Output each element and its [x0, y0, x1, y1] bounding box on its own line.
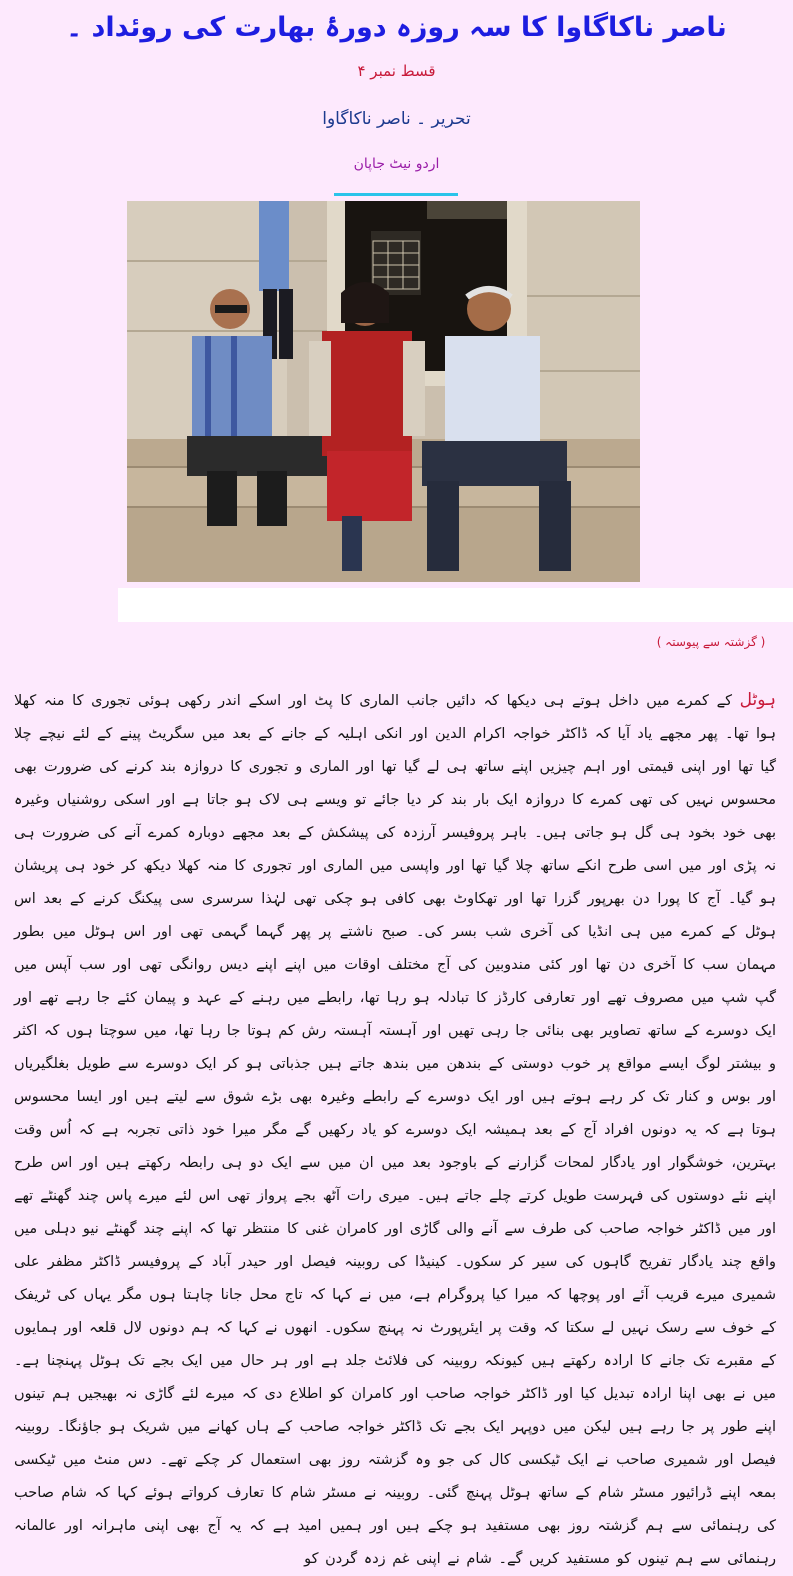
group-photo	[127, 201, 640, 582]
lead-word: ہوٹل	[739, 690, 776, 710]
title-divider	[334, 193, 458, 196]
author-line: تحریر ۔ ناصر ناکاگاوا	[322, 109, 471, 129]
publication-name: اردو نیٹ جاپان	[353, 156, 440, 172]
photo-caption-area	[118, 588, 793, 622]
episode-number: قسط نمبر ۴	[357, 62, 436, 80]
article-title: ناصر ناکاگاوا کا سہ روزہ دورۂ بھارت کی روئداد ۔	[66, 12, 727, 43]
article-body-text: کے کمرے میں داخل ہوتے ہی دیکھا کہ دائیں جانب الماری کا پٹ اور اسکے اندر رکھی ہوئی تجوری کا منہ کھلا ہوا تھا۔ پھر مجھے یاد آیا کہ ڈاکٹر خواجہ اکرام الدین اور انکی اہلیہ کے جانے کے بعد میں سگریٹ پینے کے لئے نیچے چلا گیا تھا اور اپنی قیمتی اور اہم چیزیں اپنے ساتھ ہی لے گیا تھا اور الماری و تجوری کا دروازہ بند کرنے کی ضرورت بھی محسوس نہیں کی تھی کمرے کا دروازہ ایک بار بند کر دیا جائے تو ویسے ہی لاک ہو جاتا ہے اور اسکی روشنیاں وغیرہ بھی خود بخود ہی گل ہو جاتی ہیں۔ باہر پروفیسر آرزدہ کی پیشکش کے بعد مجھے دوبارہ کمرے آنے کی ضرورت ہی نہ پڑی اور میں اسی طرح انکے ساتھ چلا گیا تھا اور واپسی میں الماری اور تجوری کا منہ کھلا دیکھ کر خود ہی پریشان ہو گیا۔ آج کا پورا دن بھرپور گزرا تھا اور تھکاوٹ بھی کافی ہو چکی تھی لہٰذا سرسری سی پیکنگ کرنے کے بعد اس ہوٹل کے کمرے میں ہی انڈیا کی آخری شب بسر کی۔ صبح ناشتے پر پھر گہما گہمی تھی اور اس ہوٹل میں بطور مہمان سب کا آخری دن تھا اور کئی مندوبین کی آج مختلف اوقات میں اپنے اپنے دیس روانگی تھی اور سب آپس میں گپ شپ میں مصروف تھے اور تعارفی کارڈز کا تبادلہ ہو رہا تھا، رابطے میں رہنے کے عہد و پیمان کئے جا رہے تھے اور ایک دوسرے کے ساتھ تصاویر بھی بنائی جا رہی تھیں اور آہستہ آہستہ رش کم ہوتا جا رہا تھا، میں سوچتا ہوں کہ اکثر و بیشتر لوگ ایسے مواقع پر خوب دوستی کے بندھن میں بندھ جاتے ہیں جذباتی ہو کر ایک دوسرے سے طویل بغلگیریاں اور بوس و کنار تک کر رہے ہوتے ہیں اور ایک دوسرے کے رابطے وغیرہ بھی بڑے شوق سے لیتے ہیں اور ایسا محسوس ہوتا ہے کہ یہ دونوں افراد آج کے بعد ہمیشہ ایک دوسرے کو یاد رکھیں گے مگر میرا خود ذاتی تجربہ ہے کہ اُس وقت بہترین، خوشگوار اور یادگار لمحات گزارنے کے باوجود بعد میں ان میں سے ایک دو ہی رابطہ رکھتے ہیں اور اس طرح اپنے نئے دوستوں کی فہرست طویل کرتے چلے جاتے ہیں۔ میری رات آٹھ بجے پرواز تھی اس لئے میرے پاس چند گھنٹے تھے اور میں ڈاکٹر خواجہ صاحب کی طرف سے آنے والی گاڑی اور کامران غنی کا منتظر تھا کہ اپنے چند گھنٹے نیو دہلی میں واقع چند یادگار تفریح گاہوں کی سیر کر سکوں۔ کینیڈا کی روبینہ فیصل اور حیدر آباد کے پروفیسر ڈاکٹر مظفر علی شمیری میرے قریب آئے اور پوچھا کہ میرا کیا پروگرام ہے، میں نے کہا کہ تاج محل جانا چاہتا ہوں مگر یہاں کی ٹریفک کے خوف سے رسک نہیں لے سکتا کہ وقت پر ایئرپورٹ نہ پہنچ سکوں۔ انھوں نے کہا کہ ہم دونوں لال قلعہ اور ہمایوں کے مقبرے تک جانے کا ارادہ رکھتے ہیں کیونکہ روبینہ کی فلائٹ جلد ہے اور ہر حال میں ایک بجے تک ہوٹل پہنچنا ہے۔ میں نے بھی اپنا ارادہ تبدیل کیا اور ڈاکٹر خواجہ صاحب اور کامران کو اطلاع دی کہ میرے لئے گاڑی نہ بھیجیں ہم تینوں اپنے طور پر جا رہے ہیں لیکن میں دوپہر ایک بجے تک ڈاکٹر خواجہ صاحب کے ہاں کھانے میں شریک ہو جاؤنگا۔ روبینہ فیصل اور شمیری صاحب نے ایک ٹیکسی کال کی جو وہ گزشتہ روز بھی استعمال کر چکے تھے۔ دس منٹ میں ٹیکسی بمعہ اپنے ڈرائیور مسٹر شام کے ساتھ ہوٹل پہنچ گئی۔ روبینہ نے مسٹر شام کا تعارف کرواتے ہوئے کہا کہ شام صاحب کی رہنمائی سے ہم گزشتہ روز بھی مستفید ہو چکے ہیں اور ہمیں امید ہے کہ یہ آج بھی اپنی ماہرانہ اور عالمانہ رہنمائی سے ہم تینوں کو مستفید کریں گے۔ شام نے اپنی غم زدہ گردن کو	[14, 693, 776, 1567]
article-body	[14, 684, 776, 1567]
continued-label: ( گزشتہ سے پیوستہ )	[656, 635, 766, 649]
